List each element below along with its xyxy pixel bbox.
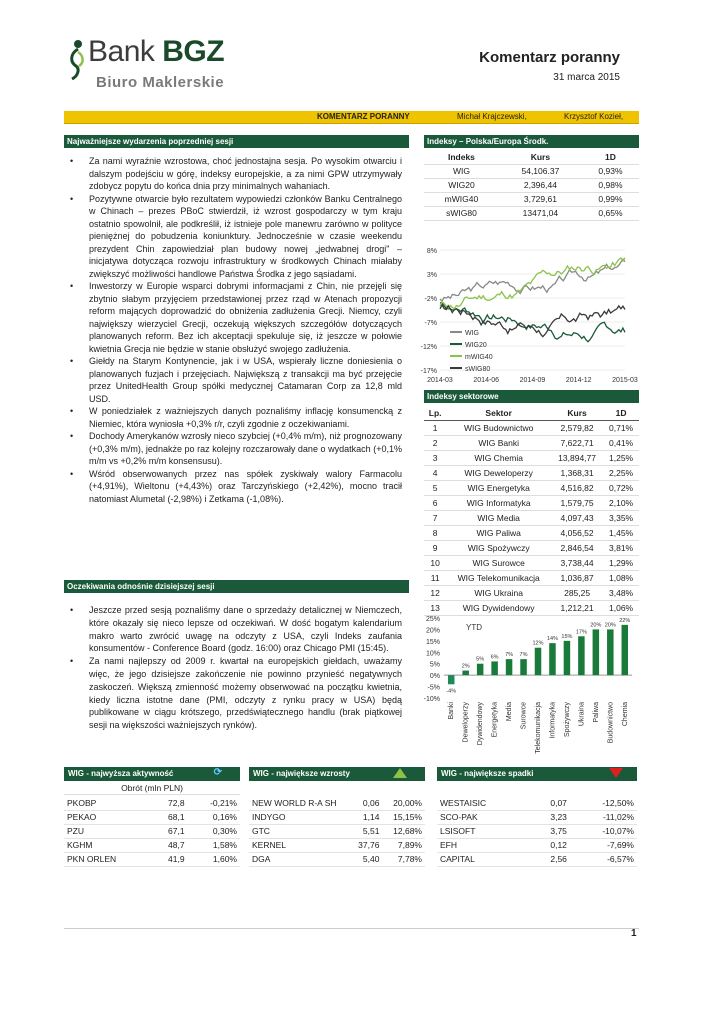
table-cell: 7,78% xyxy=(382,852,425,866)
table-cell: 3,35% xyxy=(609,512,634,523)
table-cell: 1,579,75 xyxy=(560,497,594,508)
table-row xyxy=(424,525,639,540)
table-cell: GTC xyxy=(249,824,349,838)
table-cell: 0,07 xyxy=(530,796,570,810)
table-cell: 12,68% xyxy=(382,824,425,838)
refresh-icon: ⟳ xyxy=(213,767,222,778)
table-row xyxy=(437,810,637,824)
table-row xyxy=(437,796,637,810)
table-cell: 12 xyxy=(430,587,440,598)
table-row xyxy=(424,435,639,450)
y-tick-label: 25% xyxy=(425,616,440,623)
table-cell: 37,76 xyxy=(349,838,382,852)
table-cell: 3,48% xyxy=(609,587,634,598)
category-label: Informatyka xyxy=(549,702,557,739)
bar xyxy=(462,671,469,676)
table-row xyxy=(249,796,425,810)
x-tick-label: 2015-03 xyxy=(612,377,638,384)
footer-line xyxy=(64,928,639,929)
table-cell: 41,9 xyxy=(152,852,188,866)
table-cell: 2,846,54 xyxy=(560,542,594,553)
bar xyxy=(578,636,585,675)
section-events-title: Najważniejsze wydarzenia poprzedniej sesji xyxy=(64,135,409,148)
legend-label: WIG xyxy=(465,330,479,337)
table-cell: -7,69% xyxy=(570,838,637,852)
table-cell: 4,056,52 xyxy=(560,527,594,538)
table-cell: INDYGO xyxy=(249,810,349,824)
y-tick-label: -17% xyxy=(420,368,437,375)
table-cell: 0,06 xyxy=(349,796,382,810)
table-cell: -12,50% xyxy=(570,796,637,810)
table-row xyxy=(64,796,240,810)
table-cell: 5 xyxy=(432,482,438,493)
bar-value-label: 6% xyxy=(490,654,499,661)
table-cell: 13,894,77 xyxy=(558,452,596,463)
table-cell: 7 xyxy=(432,512,438,523)
table-cell: 13471,04 xyxy=(522,208,559,218)
y-tick-label: -10% xyxy=(423,696,440,703)
table-cell: 3,75 xyxy=(530,824,570,838)
table-cell: WIG xyxy=(452,166,470,176)
table-cell: 3,729,61 xyxy=(523,194,557,204)
table-cell: 54,106.37 xyxy=(521,166,560,176)
table-cell: 11 xyxy=(430,572,440,583)
bullet-item: • W poniedziałek z ważniejszych danych poznaliśmy inflację konsumencką z Niemiec, która wyniosła +0,3% r/r, czyli zgodnie z oczekiwaniami. xyxy=(64,405,402,430)
x-tick-label: 2014-06 xyxy=(473,377,500,384)
index-line-chart xyxy=(420,242,642,390)
bullet-item: • Giełdy na Starym Kontynencie, jak i w USA, wspierały liczne doniesienia o planowanych fuzjach i przejęciach. Największą z transakcji ma być przejęcie przez UnitedHealth Group spółki medycznej Catamaran Corp za 12,8 mld USD. xyxy=(64,355,402,405)
table-cell: WIG20 xyxy=(448,180,475,190)
table-cell: NEW WORLD R-A SH xyxy=(249,796,349,810)
table-cell: 1,25% xyxy=(609,452,634,463)
category-label: Banki xyxy=(448,702,456,720)
table-cell: 9 xyxy=(432,542,438,553)
table-cell: PKN ORLEN xyxy=(64,852,152,866)
table-row xyxy=(249,824,425,838)
category-label: Media xyxy=(506,702,514,722)
category-label: Ukraina xyxy=(578,702,586,727)
table-cell: WIG Ukraina xyxy=(474,587,523,598)
x-tick-label: 2014-09 xyxy=(519,377,546,384)
bar xyxy=(564,641,571,675)
section-expectations-title: Oczekiwania odnośnie dzisiejszej sesji xyxy=(64,580,409,593)
table-cell: WIG Banki xyxy=(478,437,519,448)
table-row xyxy=(424,570,639,585)
x-tick-label: 2014-12 xyxy=(565,377,592,384)
table-row xyxy=(64,852,240,866)
table-row xyxy=(424,465,639,480)
table-cell: WIG Paliwa xyxy=(476,527,521,538)
table-cell: 48,7 xyxy=(152,838,188,852)
table-cell: WIG Spożywczy xyxy=(467,542,530,553)
table-cell: WIG Energetyka xyxy=(467,482,530,493)
bullet-item: • Pozytywne otwarcie było rezultatem wypowiedzi członków Banku Centralnego w Chinach – prezes PBoC stwierdził, iż wzrost gospodarczy w tym kraju ostatnio spowolnił, ale podkreślił, iż istnieje pole manewru zarówno w polityce pieniężnej do pobudzenia koniunktury. Jednocześnie w czasie weekendu prezydent Chin zapowiedział plan budowy nowej „jedwabnej drogi" – inicjatywa dotycząca rozwoju infrastruktury w środkowych Chinach miałaby zwiększyć możliwości handlowe Państwa Środka z jego sąsiadami. xyxy=(64,193,402,281)
table-cell: 68,1 xyxy=(152,810,188,824)
table-cell: -11,02% xyxy=(570,810,637,824)
table-cell: SCO-PAK xyxy=(437,810,530,824)
table-row xyxy=(424,540,639,555)
bar xyxy=(448,675,455,684)
table-cell: 3,81% xyxy=(609,542,634,553)
bar-value-label: 2% xyxy=(461,663,470,670)
table-row xyxy=(424,206,639,220)
logo-figure-icon xyxy=(66,38,88,80)
table-row xyxy=(64,824,240,838)
table-cell: 6 xyxy=(432,497,438,508)
table-cell: 2,579,82 xyxy=(560,422,594,433)
table-cell: 2 xyxy=(432,437,438,448)
events-list xyxy=(64,155,402,505)
table-cell: WIG Dywidendowy xyxy=(462,602,535,613)
table-cell: 1,45% xyxy=(609,527,634,538)
table-cell: 1,06% xyxy=(609,602,634,613)
table-cell: WIG Telekomunikacja xyxy=(457,572,540,583)
logo-subtitle: Biuro Maklerskie xyxy=(96,74,225,91)
table-cell: 3 xyxy=(432,452,438,463)
report-band xyxy=(64,111,639,124)
ytd-bar-chart xyxy=(420,612,640,760)
aktywnosc-table xyxy=(64,796,240,867)
table-cell: PKOBP xyxy=(64,796,152,810)
table-cell: mWIG40 xyxy=(444,194,479,204)
legend-label: mWIG40 xyxy=(465,354,493,361)
category-label: Spożywczy xyxy=(563,702,571,738)
table-cell: 4 xyxy=(432,467,438,478)
bar xyxy=(535,648,542,675)
category-label: Budownictwo xyxy=(607,702,615,744)
category-label: Energetyka xyxy=(491,702,499,738)
bar xyxy=(622,625,629,675)
column-header: 1D xyxy=(615,407,627,418)
table-cell: -0,21% xyxy=(188,796,240,810)
y-tick-label: 0% xyxy=(429,673,440,681)
bar-value-label: 14% xyxy=(546,636,558,643)
table-cell: 67,1 xyxy=(152,824,188,838)
column-header: Indeks xyxy=(447,151,475,162)
down-triangle-icon xyxy=(609,768,623,778)
band-label: KOMENTARZ PORANNY xyxy=(317,112,410,121)
table-cell: 1,08% xyxy=(609,572,634,583)
table-header-row xyxy=(424,406,639,420)
table-cell: 1,60% xyxy=(188,852,240,866)
sektory-table xyxy=(424,406,639,616)
table-cell: 0,41% xyxy=(609,437,634,448)
up-triangle-icon xyxy=(393,768,407,778)
table-cell: 0,72% xyxy=(609,482,634,493)
bar xyxy=(491,661,498,675)
bar xyxy=(520,659,527,675)
table-row xyxy=(437,824,637,838)
table-cell: 285,25 xyxy=(564,587,591,598)
table-cell: PZU xyxy=(64,824,152,838)
table-cell: 0,30% xyxy=(188,824,240,838)
column-header: Lp. xyxy=(428,407,442,418)
spadki-table xyxy=(437,796,637,867)
table-row xyxy=(249,852,425,866)
bar-value-label: 22% xyxy=(619,617,631,624)
table-cell: 1,212,21 xyxy=(560,602,594,613)
table-row xyxy=(424,178,639,192)
table-cell: DGA xyxy=(249,852,349,866)
expectations-list xyxy=(64,604,402,732)
page-date: 31 marca 2015 xyxy=(553,72,620,83)
chart-title: YTD xyxy=(466,623,482,632)
column-header: Kurs xyxy=(567,407,587,418)
bar-value-label: 20% xyxy=(604,622,616,629)
legend-label: WIG20 xyxy=(465,342,487,349)
wzrosty-title: WIG - największe wzrosty xyxy=(249,767,425,781)
aktywnosc-sub: Obrót (mln PLN) xyxy=(64,781,240,795)
table-cell: 4,516,82 xyxy=(560,482,594,493)
series-line-mwig40 xyxy=(440,258,625,309)
legend-label: sWIG80 xyxy=(465,366,491,373)
category-label: Chemia xyxy=(621,702,629,727)
bullet-item: • Jeszcze przed sesją poznaliśmy dane o sprzedaży detalicznej w Niemczech, które okazały się nieco lepsze od oczekiwań. W dość bogatym kalendarium makro warto zwrócić uwagę na odczyty z USA, czyli Indeks zaufania konsumentów - Conference Board (godz. 16:00) oraz Chicago PMI (15:45). xyxy=(64,604,402,655)
page-number: 1 xyxy=(631,928,637,939)
table-row xyxy=(437,852,637,866)
author-2: Krzysztof Kozieł, xyxy=(564,112,624,121)
table-cell: EFH xyxy=(437,838,530,852)
column-header: Kurs xyxy=(530,151,551,162)
table-cell: -6,57% xyxy=(570,852,637,866)
table-cell: 2,56 xyxy=(530,852,570,866)
y-tick-label: -7% xyxy=(424,320,437,327)
table-cell: WESTAISIC xyxy=(437,796,530,810)
y-tick-label: 20% xyxy=(425,627,440,635)
y-tick-label: 3% xyxy=(426,272,437,279)
table-cell: 15,15% xyxy=(382,810,425,824)
table-cell: CAPITAL xyxy=(437,852,530,866)
table-cell: LSISOFT xyxy=(437,824,530,838)
page-title: Komentarz poranny xyxy=(479,49,620,66)
table-cell: KGHM xyxy=(64,838,152,852)
table-row xyxy=(437,838,637,852)
table-cell: WIG Informatyka xyxy=(466,497,531,508)
table-cell: 1,29% xyxy=(609,557,634,568)
table-row xyxy=(64,810,240,824)
table-cell: -10,07% xyxy=(570,824,637,838)
table-row xyxy=(424,585,639,600)
table-row xyxy=(424,420,639,435)
bar-value-label: 7% xyxy=(505,652,514,659)
table-cell: 5,51 xyxy=(349,824,382,838)
table-cell: 7,89% xyxy=(382,838,425,852)
wzrosty-table xyxy=(249,796,425,867)
table-cell: 1,036,87 xyxy=(560,572,594,583)
table-row xyxy=(424,480,639,495)
bar xyxy=(593,629,600,675)
table-cell: 5,40 xyxy=(349,852,382,866)
table-row xyxy=(249,810,425,824)
table-cell: sWIG80 xyxy=(446,208,477,218)
y-tick-label: -2% xyxy=(424,296,437,303)
table-row xyxy=(424,164,639,178)
table-row xyxy=(424,555,639,570)
bullet-item: • Dochody Amerykanów wzrosły nieco szybciej (+0,4% m/m), niż prognozowany (+0,3% m/m), jednakże po raz kolejny rozczarowały dane o wydatkach (+0,1% m/m vs +0,2% m/m konsensusu). xyxy=(64,430,402,468)
table-cell: 2,10% xyxy=(609,497,634,508)
table-cell: 0,65% xyxy=(598,208,623,218)
table-cell: 8 xyxy=(432,527,438,538)
author-1: Michał Krajczewski, xyxy=(457,112,527,121)
category-label: Dywidendowy xyxy=(477,702,485,746)
bar-value-label: -4% xyxy=(446,688,457,695)
logo-text: Bank BGZ xyxy=(88,35,225,68)
table-cell: 3,23 xyxy=(530,810,570,824)
table-cell: 1,58% xyxy=(188,838,240,852)
table-cell: WIG Budownictwo xyxy=(463,422,534,433)
table-cell: 1 xyxy=(432,422,438,433)
category-label: Deweloperzy xyxy=(462,702,470,743)
table-cell: 4,097,43 xyxy=(560,512,594,523)
table-cell: 72,8 xyxy=(152,796,188,810)
category-label: Paliwa xyxy=(592,702,600,723)
bullet-item: • Za nami najlepszy od 2009 r. kwartał na europejskich giełdach, uważamy więc, że jego dzisiejsze zakończenie nie powinno przynieść negatywnych zaskoczeń. Większą zmienność możemy obserwować na początku kwietnia, kiedy liczna istotne dane (PMI, odczyty z rynku pracy w USA) będą publikowane w ciągu krótszego, przedświątecznego handlu (brak piątkowej sesji na większości ważniejszych rynków). xyxy=(64,655,402,732)
bar-value-label: 15% xyxy=(561,633,573,640)
y-tick-label: -12% xyxy=(420,344,437,351)
bar xyxy=(607,629,614,675)
table-cell: 0,12 xyxy=(530,838,570,852)
bar xyxy=(549,643,556,675)
bar-value-label: 17% xyxy=(575,629,587,636)
bar-value-label: 5% xyxy=(476,656,485,663)
table-cell: WIG Deweloperzy xyxy=(464,467,533,478)
bar-value-label: 12% xyxy=(532,640,544,647)
table-row xyxy=(249,838,425,852)
column-header: 1D xyxy=(605,151,616,162)
bar xyxy=(506,659,513,675)
table-cell: PEKAO xyxy=(64,810,152,824)
category-label: Surowce xyxy=(520,702,528,730)
table-cell: 2,25% xyxy=(609,467,634,478)
table-cell: 3,738,44 xyxy=(560,557,594,568)
y-tick-label: 10% xyxy=(425,650,440,658)
table-row xyxy=(424,510,639,525)
y-tick-label: -5% xyxy=(427,684,440,692)
table-header-row xyxy=(424,150,639,164)
table-cell: WIG Media xyxy=(477,512,520,523)
bar-value-label: 7% xyxy=(519,652,528,659)
table-cell: WIG Chemia xyxy=(474,452,523,463)
bullet-item: • Wśród obserwowanych przez nas spółek zyskiwały walory Farmacolu (+4,91%), Wieltonu (+4,43%) oraz Tarczyńskiego (+2,42%), mocno tracił natomiast Alumetal (-2,98%) i Zetkama (-1,08%). xyxy=(64,468,402,506)
table-cell: 1,368,31 xyxy=(560,467,594,478)
bar-value-label: 20% xyxy=(590,622,602,629)
column-header: Sektor xyxy=(485,407,512,418)
table-cell: 0,16% xyxy=(188,810,240,824)
y-tick-label: 8% xyxy=(426,248,437,255)
table-cell: 0,98% xyxy=(598,180,623,190)
table-cell: 0,99% xyxy=(598,194,623,204)
indeksy-table xyxy=(424,150,639,221)
table-cell: 1,14 xyxy=(349,810,382,824)
table-cell: 7,622,71 xyxy=(560,437,594,448)
table-cell: 10 xyxy=(430,557,440,568)
table-cell: KERNEL xyxy=(249,838,349,852)
indeksy-title: Indeksy – Polska/Europa Środk. xyxy=(424,135,639,148)
category-label: Telekomunikacja xyxy=(535,702,542,754)
spadki-title: WIG - największe spadki xyxy=(437,767,637,781)
y-tick-label: 5% xyxy=(429,661,440,669)
bullet-item: • Za nami wyraźnie wzrostowa, choć jednostajna sesja. Po wysokim otwarciu i dalszym podejściu w górę, indeksy europejskie, a za nimi GPW utrzymywały zdobycz popytu do końca dnia przy minimalnych wahaniach. xyxy=(64,155,402,193)
table-row xyxy=(64,838,240,852)
table-cell: 0,93% xyxy=(598,166,623,176)
table-cell: WIG Surowce xyxy=(472,557,525,568)
table-cell: 0,71% xyxy=(609,422,634,433)
y-tick-label: 15% xyxy=(425,638,440,646)
x-tick-label: 2014-03 xyxy=(427,377,453,384)
table-cell: 13 xyxy=(430,602,440,613)
bullet-item: • Inwestorzy w Europie wsparci dobrymi informacjami z Chin, nie przejęli się zbytnio słabym przyjęciem przedstawionej przez rząd w Atenach propozycji reform mających doprowadzić do obniżenia zadłużenia Grecji. Niemcy, czyli największy wierzyciel Grecji, oczekują większych szczegółów dotyczących planowanych reform. Bez ich akceptacji spekuluje się, iż jeszcze w połowie kwietnia Grecja nie będzie w stanie obsłużyć swojego zadłużenia. xyxy=(64,280,402,355)
table-cell: 2,396,44 xyxy=(523,180,557,190)
bar xyxy=(477,664,484,675)
table-row xyxy=(424,192,639,206)
aktywnosc-title: WIG - najwyższa aktywność ⟳ xyxy=(64,767,240,781)
table-cell: 20,00% xyxy=(382,796,425,810)
sektory-title: Indeksy sektorowe xyxy=(424,390,639,403)
table-row xyxy=(424,450,639,465)
table-row xyxy=(424,495,639,510)
